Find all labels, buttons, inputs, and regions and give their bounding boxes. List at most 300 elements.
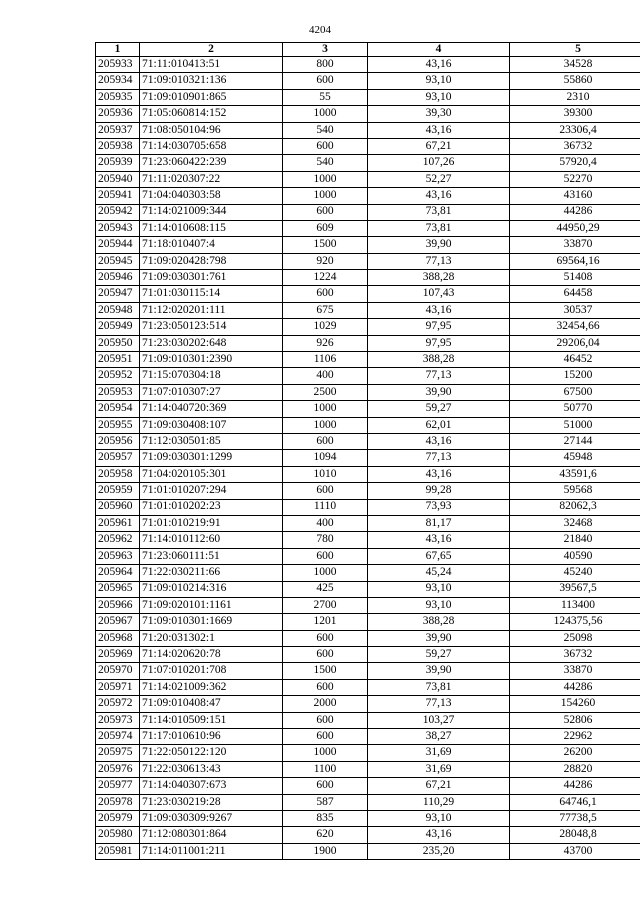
rate-cell: 77,13 <box>368 696 510 712</box>
rate-cell: 43,16 <box>368 532 510 548</box>
area-cell: 600 <box>283 483 368 499</box>
area-cell: 1500 <box>283 237 368 253</box>
cadastral-number-cell: 71:01:010219:91 <box>140 515 283 531</box>
area-cell: 425 <box>283 581 368 597</box>
rate-cell: 73,93 <box>368 499 510 515</box>
record-number-cell: 205957 <box>96 450 140 466</box>
area-cell: 675 <box>283 302 368 318</box>
record-number-cell: 205964 <box>96 565 140 581</box>
value-cell: 124375,56 <box>510 614 640 630</box>
area-cell: 587 <box>283 794 368 810</box>
rate-cell: 77,13 <box>368 368 510 384</box>
rate-cell: 39,90 <box>368 663 510 679</box>
value-cell: 59568 <box>510 483 640 499</box>
cadastral-number-cell: 71:09:010408:47 <box>140 696 283 712</box>
record-number-cell: 205943 <box>96 220 140 236</box>
record-number-cell: 205940 <box>96 171 140 187</box>
rate-cell: 39,90 <box>368 384 510 400</box>
value-cell: 22962 <box>510 729 640 745</box>
cadastral-number-cell: 71:07:010307:27 <box>140 384 283 400</box>
value-cell: 69564,16 <box>510 253 640 269</box>
cadastral-number-cell: 71:01:010202:23 <box>140 499 283 515</box>
value-cell: 64458 <box>510 286 640 302</box>
cadastral-number-cell: 71:14:020620:78 <box>140 647 283 663</box>
table-row <box>96 565 640 581</box>
table-row <box>96 696 640 712</box>
cadastral-number-cell: 71:09:020428:798 <box>140 253 283 269</box>
record-number-cell: 205942 <box>96 204 140 220</box>
rate-cell: 388,28 <box>368 614 510 630</box>
record-number-cell: 205952 <box>96 368 140 384</box>
cadastral-number-cell: 71:12:030501:85 <box>140 433 283 449</box>
table-row <box>96 270 640 286</box>
area-cell: 1100 <box>283 761 368 777</box>
rate-cell: 73,81 <box>368 204 510 220</box>
area-cell: 926 <box>283 335 368 351</box>
area-cell: 1900 <box>283 843 368 859</box>
rate-cell: 235,20 <box>368 843 510 859</box>
cadastral-number-cell: 71:23:060111:51 <box>140 548 283 564</box>
area-cell: 600 <box>283 712 368 728</box>
table-row <box>96 417 640 433</box>
cadastral-number-cell: 71:17:010610:96 <box>140 729 283 745</box>
record-number-cell: 205937 <box>96 122 140 138</box>
table-row <box>96 614 640 630</box>
rate-cell: 93,10 <box>368 597 510 613</box>
table-row <box>96 237 640 253</box>
cadastral-number-cell: 71:14:040720:369 <box>140 401 283 417</box>
rate-cell: 43,16 <box>368 188 510 204</box>
table-row <box>96 302 640 318</box>
rate-cell: 31,69 <box>368 761 510 777</box>
table-row <box>96 843 640 859</box>
rate-cell: 73,81 <box>368 679 510 695</box>
rate-cell: 39,90 <box>368 630 510 646</box>
area-cell: 400 <box>283 515 368 531</box>
area-cell: 1000 <box>283 188 368 204</box>
area-cell: 600 <box>283 73 368 89</box>
table-row <box>96 761 640 777</box>
area-cell: 600 <box>283 138 368 154</box>
rate-cell: 388,28 <box>368 270 510 286</box>
record-number-cell: 205949 <box>96 319 140 335</box>
area-cell: 1000 <box>283 417 368 433</box>
record-number-cell: 205981 <box>96 843 140 859</box>
rate-cell: 43,16 <box>368 827 510 843</box>
cadastral-number-cell: 71:14:030705:658 <box>140 138 283 154</box>
cadastral-number-cell: 71:22:030613:43 <box>140 761 283 777</box>
value-cell: 32454,66 <box>510 319 640 335</box>
cadastral-number-cell: 71:11:010413:51 <box>140 57 283 73</box>
value-cell: 44950,29 <box>510 220 640 236</box>
value-cell: 29206,04 <box>510 335 640 351</box>
registry-table <box>95 42 640 860</box>
record-number-cell: 205966 <box>96 597 140 613</box>
cadastral-number-cell: 71:12:020201:111 <box>140 302 283 318</box>
area-cell: 600 <box>283 647 368 663</box>
record-number-cell: 205959 <box>96 483 140 499</box>
record-number-cell: 205933 <box>96 57 140 73</box>
rate-cell: 103,27 <box>368 712 510 728</box>
record-number-cell: 205938 <box>96 138 140 154</box>
value-cell: 21840 <box>510 532 640 548</box>
table-row <box>96 138 640 154</box>
rate-cell: 81,17 <box>368 515 510 531</box>
cadastral-number-cell: 71:18:010407:4 <box>140 237 283 253</box>
rate-cell: 67,21 <box>368 778 510 794</box>
area-cell: 835 <box>283 810 368 826</box>
table-row <box>96 155 640 171</box>
area-cell: 2700 <box>283 597 368 613</box>
value-cell: 113400 <box>510 597 640 613</box>
value-cell: 44286 <box>510 679 640 695</box>
record-number-cell: 205977 <box>96 778 140 794</box>
page-number: 4204 <box>309 24 331 36</box>
table-row <box>96 450 640 466</box>
table-row <box>96 433 640 449</box>
record-number-cell: 205948 <box>96 302 140 318</box>
cadastral-number-cell: 71:14:010608:115 <box>140 220 283 236</box>
value-cell: 23306,4 <box>510 122 640 138</box>
rate-cell: 93,10 <box>368 810 510 826</box>
area-cell: 1201 <box>283 614 368 630</box>
column-header-2: 2 <box>140 43 283 57</box>
cadastral-number-cell: 71:12:080301:864 <box>140 827 283 843</box>
table-row <box>96 384 640 400</box>
cadastral-number-cell: 71:01:010207:294 <box>140 483 283 499</box>
table-row <box>96 827 640 843</box>
value-cell: 25098 <box>510 630 640 646</box>
record-number-cell: 205941 <box>96 188 140 204</box>
table-row <box>96 466 640 482</box>
cadastral-number-cell: 71:09:010321:136 <box>140 73 283 89</box>
table-row <box>96 171 640 187</box>
value-cell: 15200 <box>510 368 640 384</box>
rate-cell: 52,27 <box>368 171 510 187</box>
area-cell: 1000 <box>283 401 368 417</box>
value-cell: 26200 <box>510 745 640 761</box>
value-cell: 57920,4 <box>510 155 640 171</box>
area-cell: 800 <box>283 57 368 73</box>
record-number-cell: 205980 <box>96 827 140 843</box>
value-cell: 43700 <box>510 843 640 859</box>
record-number-cell: 205953 <box>96 384 140 400</box>
value-cell: 34528 <box>510 57 640 73</box>
rate-cell: 43,16 <box>368 122 510 138</box>
area-cell: 1000 <box>283 565 368 581</box>
record-number-cell: 205960 <box>96 499 140 515</box>
table-row <box>96 319 640 335</box>
area-cell: 600 <box>283 630 368 646</box>
cadastral-number-cell: 71:14:040307:673 <box>140 778 283 794</box>
table-row <box>96 647 640 663</box>
area-cell: 600 <box>283 548 368 564</box>
area-cell: 1224 <box>283 270 368 286</box>
rate-cell: 99,28 <box>368 483 510 499</box>
cadastral-number-cell: 71:09:010901:865 <box>140 89 283 105</box>
record-number-cell: 205971 <box>96 679 140 695</box>
record-number-cell: 205979 <box>96 810 140 826</box>
table-row <box>96 106 640 122</box>
rate-cell: 59,27 <box>368 401 510 417</box>
area-cell: 400 <box>283 368 368 384</box>
rate-cell: 93,10 <box>368 89 510 105</box>
rate-cell: 43,16 <box>368 302 510 318</box>
rate-cell: 107,43 <box>368 286 510 302</box>
rate-cell: 43,16 <box>368 466 510 482</box>
record-number-cell: 205947 <box>96 286 140 302</box>
record-number-cell: 205974 <box>96 729 140 745</box>
cadastral-number-cell: 71:22:050122:120 <box>140 745 283 761</box>
cadastral-number-cell: 71:09:010214:316 <box>140 581 283 597</box>
rate-cell: 62,01 <box>368 417 510 433</box>
value-cell: 36732 <box>510 138 640 154</box>
cadastral-number-cell: 71:20:031302:1 <box>140 630 283 646</box>
cadastral-number-cell: 71:14:021009:344 <box>140 204 283 220</box>
cadastral-number-cell: 71:11:020307:22 <box>140 171 283 187</box>
table-row <box>96 499 640 515</box>
rate-cell: 93,10 <box>368 73 510 89</box>
cadastral-number-cell: 71:23:030202:648 <box>140 335 283 351</box>
area-cell: 540 <box>283 155 368 171</box>
record-number-cell: 205956 <box>96 433 140 449</box>
value-cell: 40590 <box>510 548 640 564</box>
value-cell: 51408 <box>510 270 640 286</box>
header-row <box>96 43 640 57</box>
table-row <box>96 286 640 302</box>
cadastral-number-cell: 71:14:010112:60 <box>140 532 283 548</box>
record-number-cell: 205963 <box>96 548 140 564</box>
rate-cell: 73,81 <box>368 220 510 236</box>
record-number-cell: 205951 <box>96 352 140 368</box>
area-cell: 780 <box>283 532 368 548</box>
record-number-cell: 205970 <box>96 663 140 679</box>
record-number-cell: 205962 <box>96 532 140 548</box>
value-cell: 30537 <box>510 302 640 318</box>
rate-cell: 38,27 <box>368 729 510 745</box>
table-row <box>96 73 640 89</box>
area-cell: 920 <box>283 253 368 269</box>
record-number-cell: 205945 <box>96 253 140 269</box>
value-cell: 46452 <box>510 352 640 368</box>
table-row <box>96 597 640 613</box>
area-cell: 620 <box>283 827 368 843</box>
area-cell: 1094 <box>283 450 368 466</box>
area-cell: 1110 <box>283 499 368 515</box>
value-cell: 45240 <box>510 565 640 581</box>
value-cell: 33870 <box>510 237 640 253</box>
record-number-cell: 205973 <box>96 712 140 728</box>
rate-cell: 97,95 <box>368 319 510 335</box>
column-header-1: 1 <box>96 43 140 57</box>
record-number-cell: 205936 <box>96 106 140 122</box>
value-cell: 67500 <box>510 384 640 400</box>
area-cell: 600 <box>283 433 368 449</box>
table-row <box>96 532 640 548</box>
area-cell: 2500 <box>283 384 368 400</box>
cadastral-number-cell: 71:01:030115:14 <box>140 286 283 302</box>
value-cell: 39300 <box>510 106 640 122</box>
table-row <box>96 581 640 597</box>
record-number-cell: 205975 <box>96 745 140 761</box>
table-row <box>96 401 640 417</box>
area-cell: 600 <box>283 778 368 794</box>
cadastral-number-cell: 71:14:010509:151 <box>140 712 283 728</box>
table-row <box>96 515 640 531</box>
table-row <box>96 335 640 351</box>
area-cell: 1010 <box>283 466 368 482</box>
cadastral-number-cell: 71:09:030301:761 <box>140 270 283 286</box>
value-cell: 28820 <box>510 761 640 777</box>
table-row <box>96 729 640 745</box>
cadastral-number-cell: 71:14:011001:211 <box>140 843 283 859</box>
area-cell: 600 <box>283 204 368 220</box>
rate-cell: 43,16 <box>368 433 510 449</box>
cadastral-number-cell: 71:04:020105:301 <box>140 466 283 482</box>
cadastral-number-cell: 71:09:010301:2390 <box>140 352 283 368</box>
area-cell: 609 <box>283 220 368 236</box>
value-cell: 77738,5 <box>510 810 640 826</box>
table-row <box>96 188 640 204</box>
value-cell: 55860 <box>510 73 640 89</box>
table-row <box>96 483 640 499</box>
cadastral-number-cell: 71:07:010201:708 <box>140 663 283 679</box>
value-cell: 82062,3 <box>510 499 640 515</box>
value-cell: 43160 <box>510 188 640 204</box>
area-cell: 2000 <box>283 696 368 712</box>
record-number-cell: 205967 <box>96 614 140 630</box>
table-row <box>96 220 640 236</box>
area-cell: 1000 <box>283 106 368 122</box>
table-row <box>96 548 640 564</box>
record-number-cell: 205961 <box>96 515 140 531</box>
rate-cell: 39,90 <box>368 237 510 253</box>
record-number-cell: 205946 <box>96 270 140 286</box>
table-row <box>96 810 640 826</box>
value-cell: 27144 <box>510 433 640 449</box>
column-header-4: 4 <box>368 43 510 57</box>
record-number-cell: 205978 <box>96 794 140 810</box>
area-cell: 1000 <box>283 745 368 761</box>
cadastral-number-cell: 71:09:020101:1161 <box>140 597 283 613</box>
table-row <box>96 204 640 220</box>
value-cell: 33870 <box>510 663 640 679</box>
record-number-cell: 205934 <box>96 73 140 89</box>
cadastral-number-cell: 71:09:030309:9267 <box>140 810 283 826</box>
area-cell: 55 <box>283 89 368 105</box>
cadastral-number-cell: 71:09:030301:1299 <box>140 450 283 466</box>
record-number-cell: 205972 <box>96 696 140 712</box>
area-cell: 1500 <box>283 663 368 679</box>
table-body <box>96 57 640 860</box>
cadastral-number-cell: 71:23:060422:239 <box>140 155 283 171</box>
table-row <box>96 778 640 794</box>
rate-cell: 97,95 <box>368 335 510 351</box>
cadastral-number-cell: 71:08:050104:96 <box>140 122 283 138</box>
value-cell: 43591,6 <box>510 466 640 482</box>
rate-cell: 77,13 <box>368 450 510 466</box>
value-cell: 50770 <box>510 401 640 417</box>
table-row <box>96 745 640 761</box>
rate-cell: 67,65 <box>368 548 510 564</box>
value-cell: 39567,5 <box>510 581 640 597</box>
table-row <box>96 663 640 679</box>
area-cell: 540 <box>283 122 368 138</box>
value-cell: 154260 <box>510 696 640 712</box>
value-cell: 45948 <box>510 450 640 466</box>
table-row <box>96 57 640 73</box>
record-number-cell: 205976 <box>96 761 140 777</box>
record-number-cell: 205958 <box>96 466 140 482</box>
rate-cell: 93,10 <box>368 581 510 597</box>
area-cell: 1000 <box>283 171 368 187</box>
cadastral-number-cell: 71:04:040303:58 <box>140 188 283 204</box>
rate-cell: 388,28 <box>368 352 510 368</box>
value-cell: 64746,1 <box>510 794 640 810</box>
table-row <box>96 794 640 810</box>
value-cell: 36732 <box>510 647 640 663</box>
value-cell: 44286 <box>510 204 640 220</box>
record-number-cell: 205968 <box>96 630 140 646</box>
cadastral-number-cell: 71:14:021009:362 <box>140 679 283 695</box>
cadastral-number-cell: 71:15:070304:18 <box>140 368 283 384</box>
cadastral-number-cell: 71:22:030211:66 <box>140 565 283 581</box>
record-number-cell: 205955 <box>96 417 140 433</box>
rate-cell: 107,26 <box>368 155 510 171</box>
value-cell: 52270 <box>510 171 640 187</box>
rate-cell: 59,27 <box>368 647 510 663</box>
record-number-cell: 205969 <box>96 647 140 663</box>
rate-cell: 110,29 <box>368 794 510 810</box>
table-row <box>96 352 640 368</box>
table-row <box>96 712 640 728</box>
cadastral-number-cell: 71:09:030408:107 <box>140 417 283 433</box>
value-cell: 52806 <box>510 712 640 728</box>
cadastral-number-cell: 71:09:010301:1669 <box>140 614 283 630</box>
area-cell: 1029 <box>283 319 368 335</box>
cadastral-number-cell: 71:23:050123:514 <box>140 319 283 335</box>
table-row <box>96 679 640 695</box>
record-number-cell: 205965 <box>96 581 140 597</box>
value-cell: 44286 <box>510 778 640 794</box>
record-number-cell: 205954 <box>96 401 140 417</box>
table-row <box>96 122 640 138</box>
column-header-3: 3 <box>283 43 368 57</box>
value-cell: 51000 <box>510 417 640 433</box>
rate-cell: 43,16 <box>368 57 510 73</box>
rate-cell: 67,21 <box>368 138 510 154</box>
area-cell: 600 <box>283 729 368 745</box>
rate-cell: 77,13 <box>368 253 510 269</box>
cadastral-number-cell: 71:23:030219:28 <box>140 794 283 810</box>
area-cell: 600 <box>283 286 368 302</box>
value-cell: 32468 <box>510 515 640 531</box>
rate-cell: 39,30 <box>368 106 510 122</box>
value-cell: 2310 <box>510 89 640 105</box>
cadastral-number-cell: 71:05:060814:152 <box>140 106 283 122</box>
record-number-cell: 205944 <box>96 237 140 253</box>
table-row <box>96 89 640 105</box>
value-cell: 28048,8 <box>510 827 640 843</box>
record-number-cell: 205939 <box>96 155 140 171</box>
record-number-cell: 205935 <box>96 89 140 105</box>
table-row <box>96 253 640 269</box>
area-cell: 600 <box>283 679 368 695</box>
rate-cell: 45,24 <box>368 565 510 581</box>
rate-cell: 31,69 <box>368 745 510 761</box>
record-number-cell: 205950 <box>96 335 140 351</box>
table-row <box>96 630 640 646</box>
